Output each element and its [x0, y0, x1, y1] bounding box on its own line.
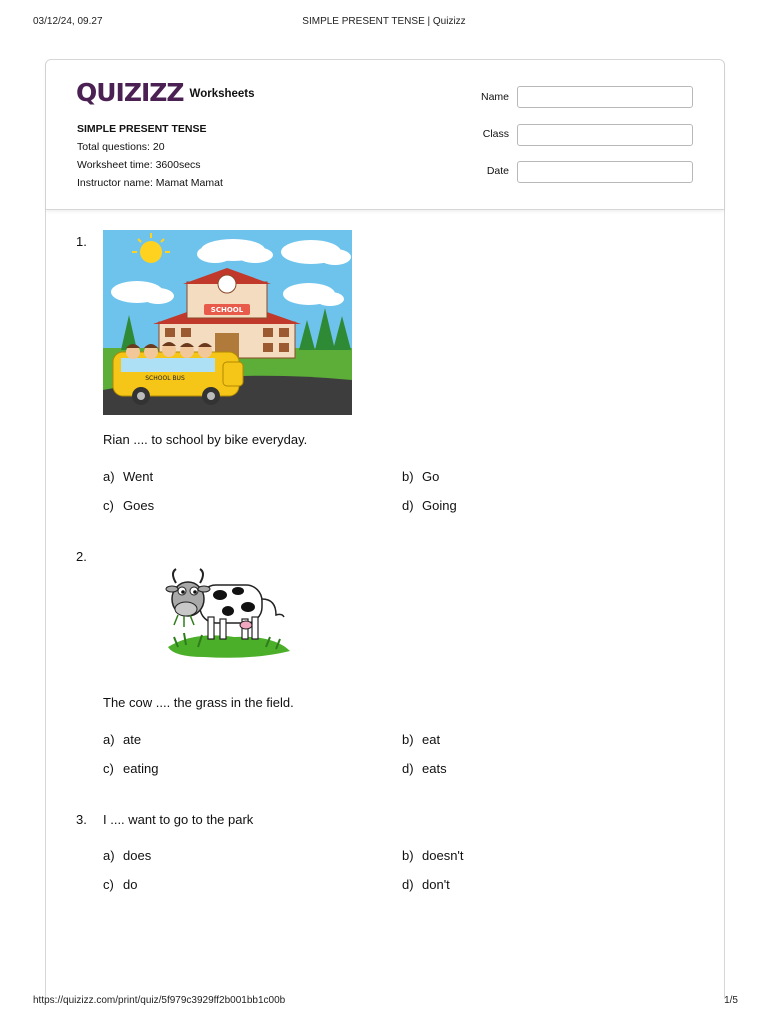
total-questions: Total questions: 20 — [77, 141, 165, 153]
question-3-number: 3. — [76, 812, 87, 827]
worksheet-header — [46, 60, 724, 210]
question-3-text: I .... want to go to the park — [103, 812, 254, 827]
question-2-number: 2. — [76, 549, 87, 564]
logo-wordmark: QUIZIZZ — [76, 78, 184, 107]
question-3-option-d[interactable]: d) don't — [402, 877, 450, 892]
print-url: https://quizizz.com/print/quiz/5f979c3929ff2b001bb1c00b — [33, 995, 286, 1006]
question-2-option-d[interactable]: d) eats — [402, 761, 447, 776]
name-label: Name — [480, 91, 509, 103]
question-2-image — [164, 565, 294, 660]
logo-subtitle: Worksheets — [189, 87, 255, 100]
class-label: Class — [482, 128, 509, 140]
name-field[interactable] — [517, 86, 693, 108]
question-1-option-a[interactable]: a) Went — [103, 469, 154, 484]
quizizz-logo — [76, 78, 255, 107]
question-2-option-b[interactable]: b) eat — [402, 732, 441, 747]
print-title: SIMPLE PRESENT TENSE | Quizizz — [302, 16, 466, 27]
question-1-option-c[interactable]: c) Goes — [103, 498, 155, 513]
bus-label: SCHOOL BUS — [145, 375, 185, 382]
print-date: 03/12/24, 09.27 — [33, 16, 103, 27]
date-label: Date — [486, 165, 509, 177]
question-1-option-b[interactable]: b) Go — [402, 469, 440, 484]
question-1-number: 1. — [76, 234, 87, 249]
school-sign: SCHOOL — [210, 306, 244, 314]
quiz-meta — [77, 120, 223, 192]
question-1-option-d[interactable]: d) Going — [402, 498, 457, 513]
question-2-option-a[interactable]: a) ate — [103, 732, 142, 747]
question-3-option-a[interactable]: a) does — [103, 848, 152, 863]
instructor-name: Instructor name: Mamat Mamat — [77, 177, 223, 189]
question-1-text: Rian .... to school by bike everyday. — [103, 432, 308, 447]
worksheet — [45, 59, 725, 999]
question-1-image — [103, 230, 352, 415]
question-3-option-b[interactable]: b) doesn't — [402, 848, 464, 863]
quiz-title: SIMPLE PRESENT TENSE — [77, 123, 207, 135]
question-2-option-c[interactable]: c) eating — [103, 761, 159, 776]
date-field[interactable] — [517, 161, 693, 183]
worksheet-time: Worksheet time: 3600secs — [77, 159, 201, 171]
question-2-text: The cow .... the grass in the field. — [103, 695, 294, 710]
question-3-option-c[interactable]: c) do — [103, 877, 138, 892]
class-field[interactable] — [517, 124, 693, 146]
page-number: 1/5 — [724, 995, 738, 1006]
